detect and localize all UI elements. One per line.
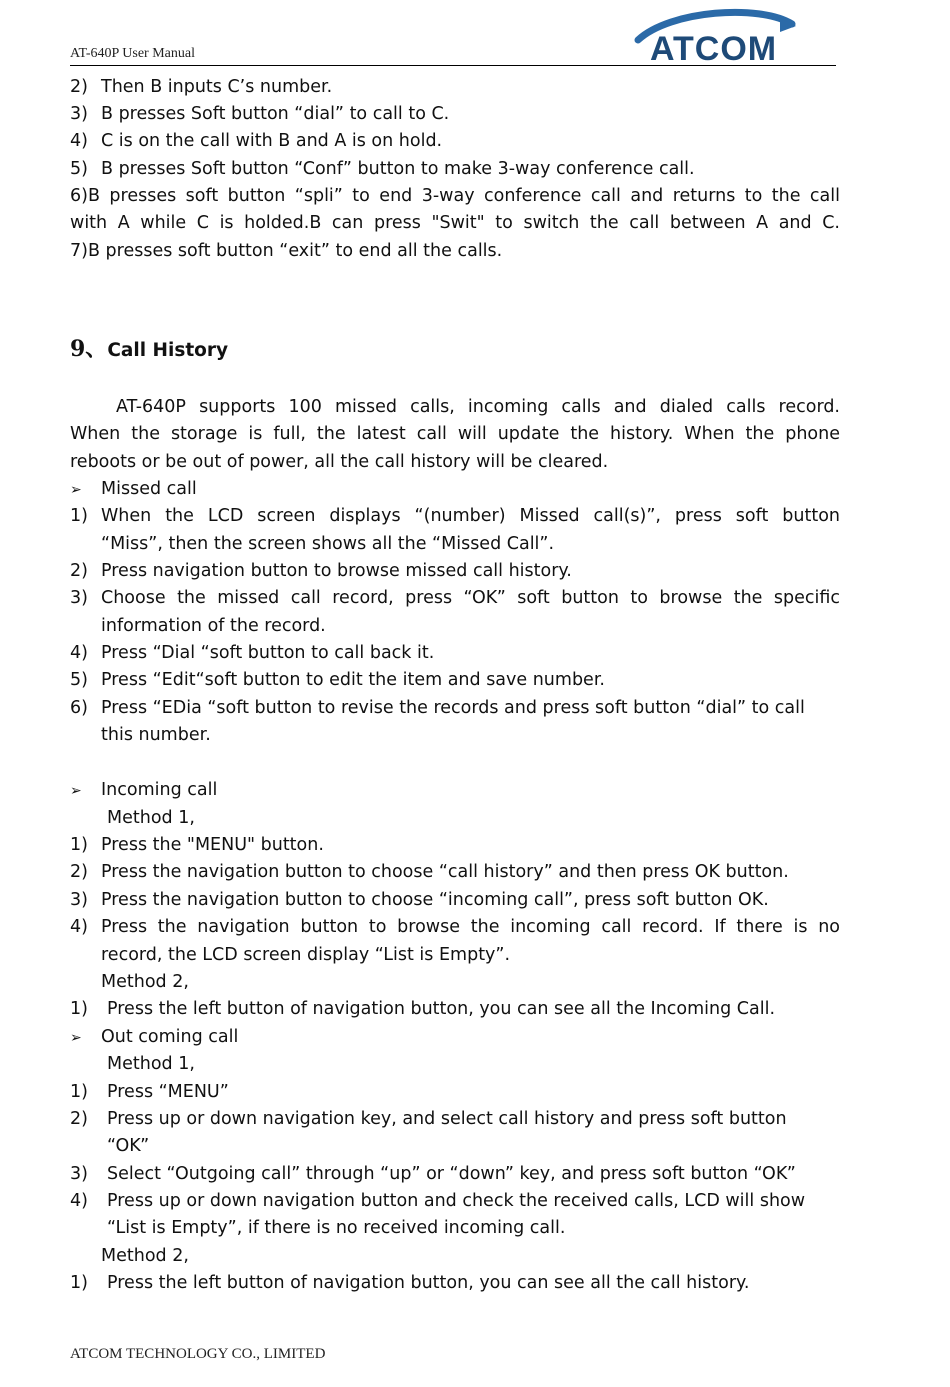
intro-line-2: When the storage is full, the latest call will update the history. When the phone	[70, 424, 840, 444]
bullet-arrow-icon: ➢	[70, 482, 82, 498]
bullet-arrow-icon: ➢	[70, 783, 82, 799]
section-heading: 9、Call History	[70, 336, 229, 362]
step-6-line-2: with A while C is holded.B can press "Swit" to switch the call between A and C.	[70, 213, 840, 233]
missed-step-3-line-1: Choose the missed call record, press “OK” soft button to browse the specific	[101, 588, 840, 608]
svg-text:ATCOM: ATCOM	[650, 30, 778, 66]
incoming-step-4-line-1: Press the navigation button to browse the incoming call record. If there is no	[101, 917, 840, 937]
manual-title: AT-640P User Manual	[70, 46, 195, 61]
intro-line-1: AT-640P supports 100 missed calls, incoming calls and dialed calls record.	[116, 397, 840, 417]
step-6-line-1: 6)B presses soft button “spli” to end 3-way conference call and returns to the call	[70, 186, 840, 206]
footer-company: ATCOM TECHNOLOGY CO., LIMITED	[70, 1346, 326, 1362]
atcom-logo	[630, 6, 800, 66]
header-rule	[70, 65, 836, 66]
missed-step-1-line-1: When the LCD screen displays “(number) Missed call(s)”, press soft button	[101, 506, 840, 526]
bullet-arrow-icon: ➢	[70, 1030, 82, 1046]
